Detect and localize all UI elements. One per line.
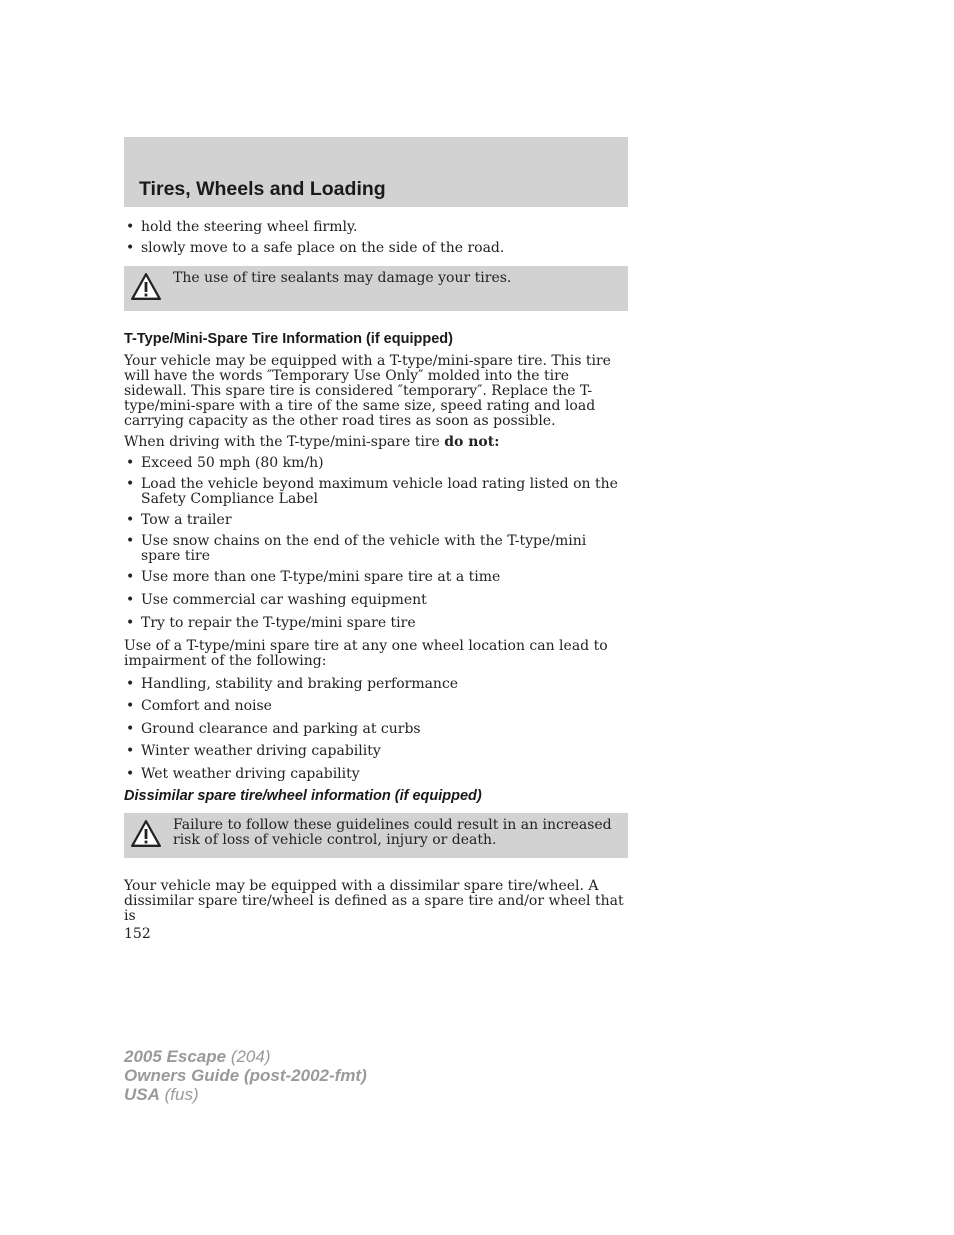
- paragraph: Your vehicle may be equipped with a dissimilar spare tire/wheel. A dissimilar spare tire/wheel is defined as a spare tire and/or wheel that is: [124, 878, 624, 924]
- bullet-icon: •: [126, 455, 135, 471]
- bullet-icon: •: [126, 476, 135, 492]
- bullet-icon: •: [126, 698, 135, 714]
- footer-line: Owners Guide (post-2002-fmt): [124, 1066, 367, 1085]
- list-item: • Tow a trailer: [126, 512, 232, 528]
- footer-line: 2005 Escape (204): [124, 1047, 271, 1066]
- page-number: 152: [124, 926, 151, 942]
- list-item: • Winter weather driving capability: [126, 743, 381, 759]
- list-item: • Handling, stability and braking performance: [126, 676, 459, 692]
- list-item: • Use more than one T-type/mini spare tire at a time: [126, 569, 501, 585]
- warning-text: Failure to follow these guidelines could result in an increased risk of loss of vehicle control, injury or death.: [173, 817, 612, 848]
- section-heading-dissimilar-spare: Dissimilar spare tire/wheel information (if equipped): [124, 788, 482, 804]
- main-content: [124, 220, 628, 930]
- list-item: • Exceed 50 mph (80 km/h): [126, 455, 324, 471]
- document-footer: [124, 1047, 367, 1104]
- list-item: • Load the vehicle beyond maximum vehicle load rating listed on the Safety Compliance Label: [126, 476, 618, 507]
- paragraph: Your vehicle may be equipped with a T-type/mini-spare tire. This tire will have the words ″Temporary Use Only″ molded into the tire sidewall. This spare tire is considered ″temporary″. Replace the T-type/mini-spare with a tire of the same size, speed rating and load carrying capacity as the other road tires as soon as possible.: [124, 353, 611, 429]
- bullet-icon: •: [126, 512, 135, 528]
- paragraph-do-not: When driving with the T-type/mini-spare tire do not:: [124, 434, 500, 450]
- list-item: • Comfort and noise: [126, 698, 272, 714]
- bullet-icon: •: [126, 766, 135, 782]
- list-item: • Wet weather driving capability: [126, 766, 360, 782]
- intro-bullet-list: [124, 220, 628, 256]
- page-title: Tires, Wheels and Loading: [139, 178, 386, 200]
- bullet-icon: •: [126, 219, 135, 235]
- list-item: • hold the steering wheel firmly.: [126, 219, 358, 235]
- warning-triangle-icon: [130, 272, 162, 302]
- bullet-icon: •: [126, 533, 135, 549]
- list-item: • Use commercial car washing equipment: [126, 592, 427, 608]
- bullet-icon: •: [126, 592, 135, 608]
- do-not-bullet-list: [124, 456, 628, 631]
- list-item: • slowly move to a safe place on the side of the road.: [126, 240, 505, 256]
- warning-box-sealants: [124, 266, 628, 311]
- warning-text: The use of tire sealants may damage your tires.: [173, 270, 512, 286]
- paragraph: Use of a T-type/mini spare tire at any one wheel location can lead to impairment of the following:: [124, 638, 608, 669]
- bullet-icon: •: [126, 569, 135, 585]
- list-item: • Ground clearance and parking at curbs: [126, 721, 421, 737]
- section-heading-tire-info: T-Type/Mini-Spare Tire Information (if equipped): [124, 331, 453, 347]
- impairment-bullet-list: [124, 677, 628, 782]
- bullet-icon: •: [126, 615, 135, 631]
- bullet-icon: •: [126, 240, 135, 256]
- footer-line: USA (fus): [124, 1085, 199, 1104]
- bullet-icon: •: [126, 721, 135, 737]
- warning-triangle-icon: [130, 819, 162, 849]
- bullet-icon: •: [126, 676, 135, 692]
- warning-box-guidelines: [124, 813, 628, 858]
- list-item: • Try to repair the T-type/mini spare tire: [126, 615, 416, 631]
- section-header-band: [124, 137, 628, 207]
- bullet-icon: •: [126, 743, 135, 759]
- list-item: • Use snow chains on the end of the vehicle with the T-type/mini spare tire: [126, 533, 587, 564]
